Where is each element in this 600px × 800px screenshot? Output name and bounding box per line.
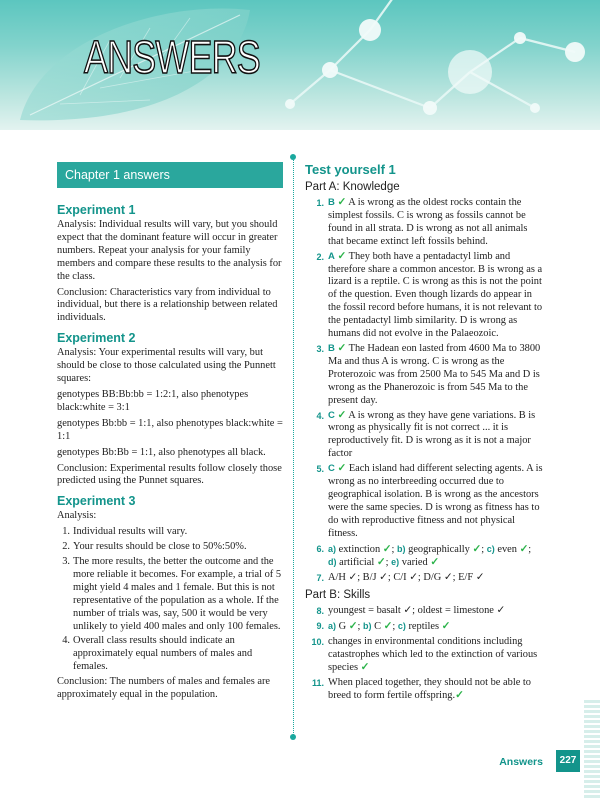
experiment-3-conclusion: Conclusion: The numbers of males and females are approximately equal in the population. bbox=[57, 676, 271, 701]
question-8: 8. youngest = basalt ✓; oldest = limestone ✓ bbox=[316, 605, 506, 617]
experiment-2-genotype-2: genotypes Bb:bb = 1:1, also phenotypes black:white = 1:1 bbox=[57, 417, 283, 442]
chapter-heading: Chapter 1 answers bbox=[57, 162, 283, 188]
question-5: 5. C ✓ Each island had different selecting agents. A is wrong as no interbreeding occurred due to geographical isolation. B is wrong as the ancestors were the same species. D is wrong as fitness has to do with reproductive fitness and not physical fitness. bbox=[316, 463, 543, 539]
tick-icon: ✓ bbox=[337, 197, 347, 208]
tick-icon: ✓ bbox=[348, 621, 358, 633]
list-item: 2. Your results should be close to 50%:50%. bbox=[62, 541, 247, 553]
experiment-2-conclusion: Conclusion: Experimental results follow closely those predicted using the Punnet squares. bbox=[57, 462, 282, 487]
tick-icon: ✓ bbox=[376, 557, 386, 569]
experiment-2-genotype-3: genotypes Bb:Bb = 1:1, also phenotypes all black. bbox=[57, 446, 266, 458]
tick-icon: ✓ bbox=[472, 543, 482, 555]
experiment-2-title: Experiment 2 bbox=[57, 331, 136, 346]
tick-icon: ✓ bbox=[337, 463, 347, 475]
experiment-1-conclusion: Conclusion: Characteristics vary from individual to individual, but there is a relationship between related individuals. bbox=[57, 286, 278, 324]
experiment-2-analysis: Analysis: Your experimental results will vary, but should be close to those calculated using the Punnett squares: bbox=[57, 347, 276, 385]
experiment-2-genotype-1: genotypes BB:Bb:bb = 1:2:1, also phenotypes black:white = 3:1 bbox=[57, 388, 249, 413]
tick-icon: ✓ bbox=[337, 250, 347, 262]
tick-icon: ✓ bbox=[383, 621, 393, 633]
right-column bbox=[305, 162, 545, 705]
tick-icon: ✓ bbox=[519, 543, 529, 555]
tick-icon: ✓ bbox=[430, 557, 440, 569]
tick-icon: ✓ bbox=[441, 621, 451, 633]
question-7: 7. A/H ✓; B/J ✓; C/I ✓; D/G ✓; E/F ✓ bbox=[316, 572, 485, 584]
experiment-1-analysis: Analysis: Individual results will vary, but you should expect that the dominant feature will occur in greater numbers. Repeat your analysis for your family members and compare these results to the analysis for the class. bbox=[57, 219, 282, 282]
question-2: 2. A ✓ They both have a pentadactyl limb and therefore share a common ancestor. B is wrong as a lizard is a reptile. C is wrong as this is not the point of the question. Even though lizards do appear in the fossil record before humans, it is not relevant to the pentadactyl limb similarity. D is wrong as humans did not evolve in the Palaeozoic. bbox=[316, 250, 543, 340]
page-title: ANSWERS bbox=[84, 31, 260, 83]
footer-section-label: Answers bbox=[499, 756, 543, 768]
question-6: 6. a) extinction ✓; b) geographically ✓; c) even ✓; d) artificial ✓; e) varied ✓ bbox=[316, 543, 532, 569]
left-column bbox=[57, 162, 283, 705]
question-3: 3. B ✓ The Hadean eon lasted from 4600 Ma to 3800 Ma and thus A is wrong. C is wrong as the Proterozoic was from 2500 Ma to 545 Ma and D is wrong as the Phanerozoic is from 545 Ma to the present day. bbox=[316, 342, 541, 406]
test-yourself-title: Test yourself 1 bbox=[305, 162, 396, 177]
tick-icon: ✓ bbox=[337, 409, 347, 421]
side-stripe-decoration bbox=[584, 700, 600, 800]
divider-dot-bottom bbox=[290, 734, 296, 740]
part-a-heading: Part A: Knowledge bbox=[305, 181, 400, 193]
tick-icon: ✓ bbox=[337, 342, 347, 354]
list-item: 1. Individual results will vary. bbox=[62, 526, 188, 538]
experiment-3-title: Experiment 3 bbox=[57, 494, 136, 509]
tick-icon: ✓ bbox=[382, 543, 392, 555]
page-number: 227 bbox=[556, 750, 580, 772]
question-4: 4. C ✓ A is wrong as they have gene variations. B is wrong as physically fit is not correct ... it is reproductively fit. D is wrong as it is not a major factor bbox=[316, 409, 536, 460]
question-11: 11. When placed together, they should not be able to breed to form fertile offspring.✓ bbox=[311, 676, 532, 701]
experiment-3-intro: Analysis: bbox=[57, 510, 97, 522]
tick-icon: ✓ bbox=[455, 689, 464, 701]
list-item: 3. The more results, the better the outcome and the more reliable it becomes. For example, a trial of 5 might yield 4 males and 1 female. But this is not representative of the population as a whole. If the number of trials was, say, 500 it would be very unlikely to yield 400 males and only 100 females. bbox=[62, 556, 282, 632]
part-b-heading: Part B: Skills bbox=[305, 589, 371, 602]
question-9: 9. a) G ✓; b) C ✓; c) reptiles ✓ bbox=[316, 621, 451, 633]
list-item: 4. Overall class results should indicate an approximately equal numbers of males and females. bbox=[62, 635, 253, 673]
header-banner bbox=[0, 0, 600, 130]
question-1: 1. B ✓ A is wrong as the oldest rocks contain the simplest fossils. C is wrong as fossils cannot be found in all strata. D is wrong as not all animals that became extinct left fossils behind. bbox=[316, 197, 528, 247]
column-divider bbox=[293, 157, 294, 737]
divider-dot-top bbox=[290, 154, 296, 160]
experiment-3-list bbox=[57, 526, 283, 674]
tick-icon: ✓ bbox=[360, 661, 370, 673]
experiment-1-title: Experiment 1 bbox=[57, 203, 136, 217]
question-10: 10. changes in environmental conditions including catastrophes which led to the extinction of various species ✓ bbox=[311, 636, 538, 673]
